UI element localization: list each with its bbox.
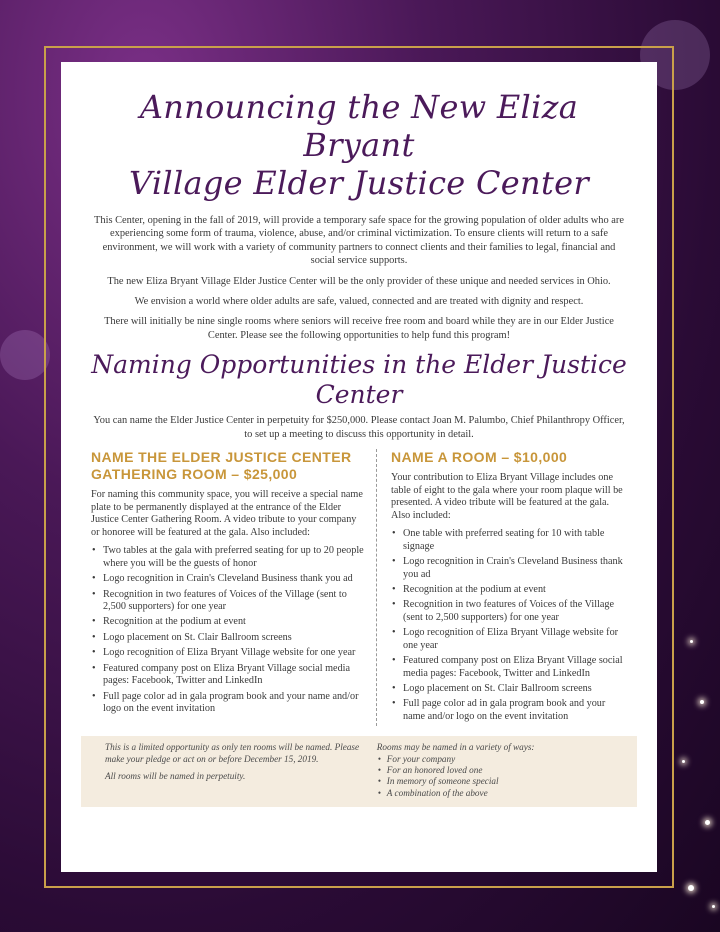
benefit-item: • Logo recognition of Eliza Bryant Village website for one year bbox=[403, 627, 627, 652]
gathering-room-heading: NAME THE ELDER JUSTICE CENTER GATHERING ROOM – $25,000 bbox=[91, 449, 352, 483]
name-a-room-heading: NAME A ROOM – $10,000 bbox=[391, 449, 568, 466]
title-line-1: Announcing the New Eliza Bryant bbox=[139, 88, 579, 164]
benefit-item: • Full page color ad in gala program book and your name and/or logo on the event invitation bbox=[403, 698, 627, 723]
intro-paragraph: There will initially be nine single rooms where seniors will receive free room and board while they are in our Elder Justice Center. Please see the following opportunities to help fund this program! bbox=[104, 316, 614, 341]
note-right bbox=[377, 742, 623, 799]
benefit-item: • One table with preferred seating for 10 with table signage bbox=[403, 528, 627, 553]
benefit-item: • Logo recognition in Crain's Cleveland Business thank you ad bbox=[103, 573, 366, 585]
main-title bbox=[91, 88, 627, 202]
benefit-item: • Featured company post on Eliza Bryant Village social media pages: Facebook, Twitter and LinkedIn bbox=[403, 655, 627, 680]
sparkle bbox=[705, 820, 710, 825]
sparkle bbox=[700, 700, 704, 704]
benefit-item: • Recognition at the podium at event bbox=[103, 616, 366, 628]
note-text: This is a limited opportunity as only ten rooms will be named. Please make your pledge or act on or before December 15, 2019. bbox=[105, 742, 360, 764]
title-line-2: Village Elder Justice Center bbox=[129, 164, 589, 202]
section-title: Naming Opportunities in the Elder Justice Center bbox=[91, 350, 627, 410]
benefit-item: • Logo recognition in Crain's Cleveland Business thank you ad bbox=[403, 556, 627, 581]
intro-paragraph: This Center, opening in the fall of 2019, will provide a temporary safe space for the growing population of older adults who are experiencing some form of trauma, violence, abuse, and/or criminal victimization. To ensure clients will return to a safe environment, we will work with a variety of community partners to connect clients and their families to legal, financial and social service supports. bbox=[94, 215, 624, 267]
naming-way-item: • For your company bbox=[387, 754, 623, 765]
benefit-item: • Recognition in two features of Voices of the Village (sent to 2,500 supporters) for one year bbox=[103, 589, 366, 614]
bokeh-light bbox=[0, 330, 50, 380]
section-lead: You can name the Elder Justice Center in perpetuity for $250,000. Please contact Joan M. Palumbo, Chief Philanthropy Officer, to set up a meeting to discuss this opportunity in detail. bbox=[93, 415, 625, 440]
opportunity-columns bbox=[91, 449, 627, 726]
gathering-room-benefits bbox=[91, 545, 366, 715]
name-a-room-column bbox=[377, 449, 627, 726]
benefit-item: • Logo recognition of Eliza Bryant Village website for one year bbox=[103, 647, 366, 659]
benefit-item: • Full page color ad in gala program book and your name and/or logo on the event invitation bbox=[103, 691, 366, 716]
naming-ways-title: Rooms may be named in a variety of ways: bbox=[376, 742, 535, 753]
intro-text bbox=[91, 214, 627, 342]
name-a-room-benefits bbox=[391, 528, 627, 723]
benefit-item: • Recognition at the podium at event bbox=[403, 584, 627, 596]
naming-way-item: • A combination of the above bbox=[387, 788, 623, 799]
note-left bbox=[105, 742, 377, 799]
sparkle bbox=[682, 760, 685, 763]
benefit-item: • Logo placement on St. Clair Ballroom screens bbox=[403, 683, 627, 695]
sparkle bbox=[712, 905, 715, 908]
sparkle bbox=[690, 640, 693, 643]
gathering-room-column bbox=[91, 449, 377, 726]
gathering-room-body: For naming this community space, you will receive a special name plate to be permanently displayed at the entrance of the Elder Justice Center Gathering Room. A video tribute to your company or honoree will be featured at the gala. Also included: bbox=[91, 489, 363, 538]
flyer-page bbox=[61, 62, 657, 872]
benefit-item: • Two tables at the gala with preferred seating for up to 20 people where you will be the guests of honor bbox=[103, 545, 366, 570]
note-text: All rooms will be named in perpetuity. bbox=[105, 770, 246, 781]
note-box bbox=[81, 736, 637, 807]
intro-paragraph: We envision a world where older adults are safe, valued, connected and are treated with dignity and respect. bbox=[134, 296, 584, 308]
benefit-item: • Logo placement on St. Clair Ballroom screens bbox=[103, 632, 366, 644]
naming-way-item: • In memory of someone special bbox=[387, 776, 623, 787]
benefit-item: • Featured company post on Eliza Bryant Village social media pages: Facebook, Twitter and LinkedIn bbox=[103, 663, 366, 688]
sparkle bbox=[688, 885, 694, 891]
benefit-item: • Recognition in two features of Voices of the Village (sent to 2,500 supporters) for one year bbox=[403, 599, 627, 624]
naming-way-item: • For an honored loved one bbox=[387, 765, 623, 776]
name-a-room-body: Your contribution to Eliza Bryant Village includes one table of eight to the gala where your room plaque will be presented. A video tribute will be featured at the gala. Also included: bbox=[391, 472, 623, 521]
intro-paragraph: The new Eliza Bryant Village Elder Justice Center will be the only provider of these unique and needed services in Ohio. bbox=[107, 275, 611, 287]
naming-ways-list bbox=[377, 754, 623, 800]
